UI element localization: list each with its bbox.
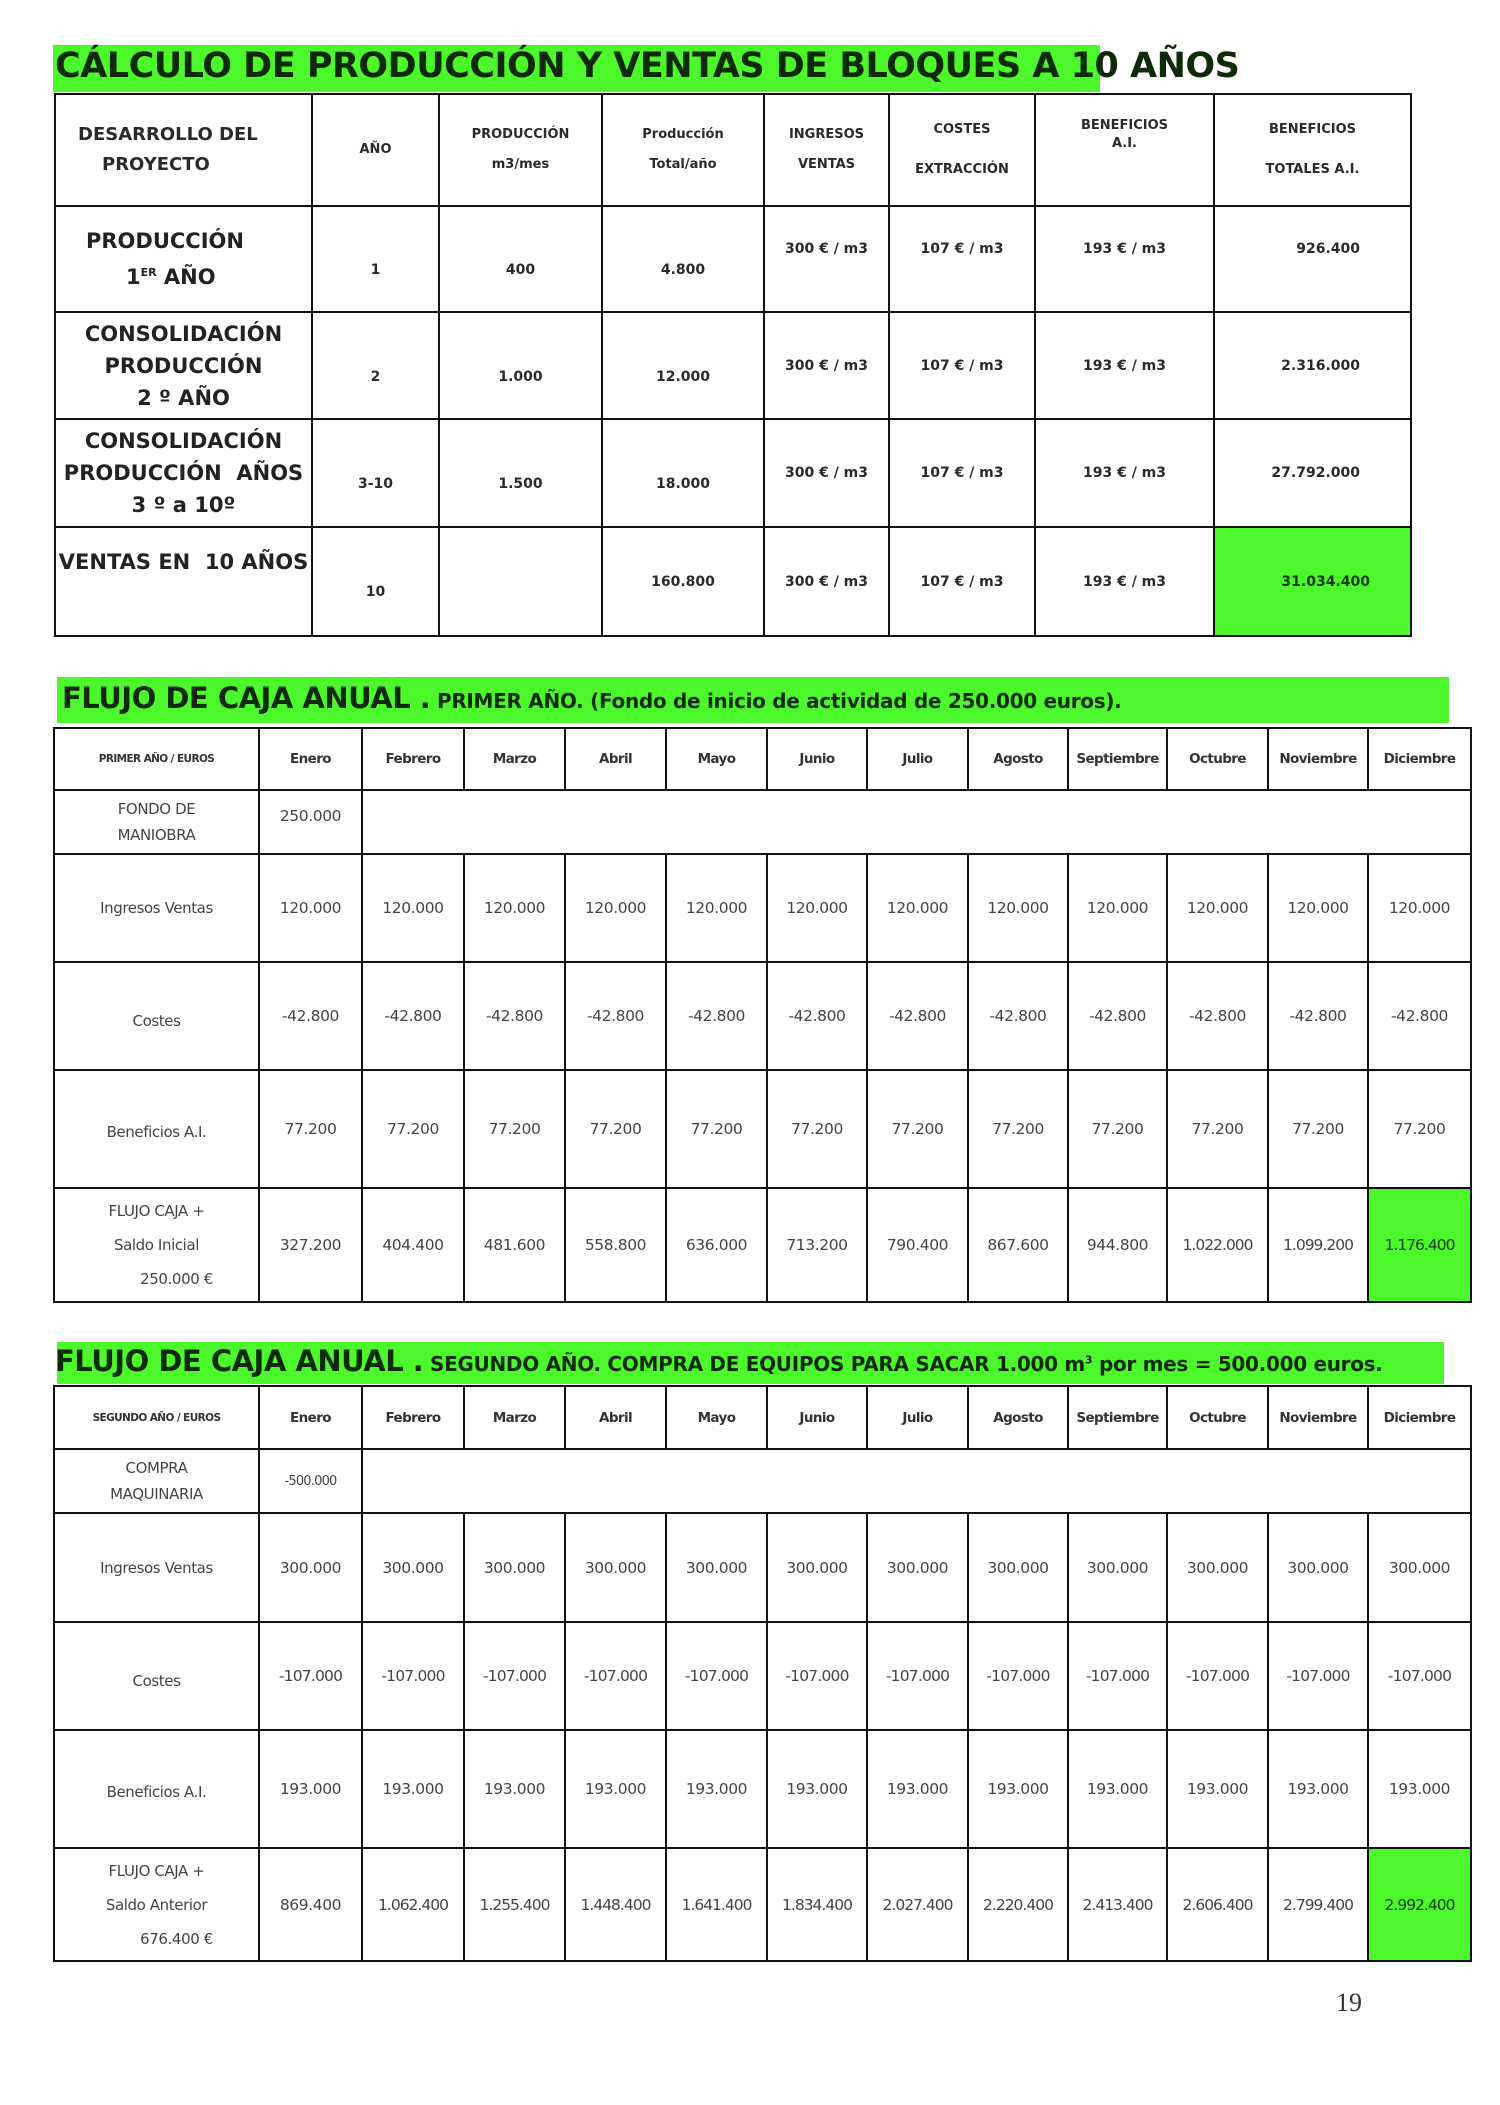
beneficios-label: Beneficios A.I. bbox=[54, 1730, 259, 1848]
flujo-value-cell: 636.000 bbox=[666, 1188, 767, 1302]
flujo-value-cell: 2.992.400 bbox=[1368, 1848, 1471, 1961]
header-beneficios-line2: A.I. bbox=[1111, 136, 1138, 151]
flujo-value-cell: 1.022.000 bbox=[1167, 1188, 1268, 1302]
flujo-label bbox=[54, 1188, 259, 1302]
grand-total-cell bbox=[1214, 527, 1411, 636]
beneficios-value-cell: 193.000 bbox=[1167, 1730, 1268, 1848]
costes-cell: 107 € / m3 bbox=[889, 527, 1035, 636]
ingresos-value-cell: 120.000 bbox=[464, 854, 565, 962]
month-header-octubre: Octubre bbox=[1167, 728, 1268, 790]
month-header-agosto: Agosto bbox=[968, 1386, 1068, 1449]
row-label-ordinal: 1 bbox=[126, 265, 141, 289]
costes-value-cell: -42.800 bbox=[259, 962, 362, 1070]
month-header-diciembre: Diciembre bbox=[1368, 728, 1471, 790]
month-header-julio: Julio bbox=[867, 1386, 968, 1449]
cashflow-year2-title-main: FLUJO DE CAJA ANUAL . bbox=[55, 1344, 424, 1378]
beneficios-value-cell: 193.000 bbox=[259, 1730, 362, 1848]
flujo-value-cell: 1.255.400 bbox=[464, 1848, 565, 1961]
beneficios-value-cell: 77.200 bbox=[1368, 1070, 1471, 1188]
costes-cell: 107 € / m3 bbox=[889, 312, 1035, 419]
header-beneficios bbox=[1035, 94, 1214, 206]
beneficios-value-cell: 77.200 bbox=[362, 1070, 464, 1188]
ingresos-cell: 300 € / m3 bbox=[764, 206, 889, 312]
row-label bbox=[55, 312, 312, 419]
fondo-label-line2: MANIOBRA bbox=[117, 826, 196, 844]
production-row bbox=[55, 419, 1411, 527]
header-beneficios-totales-line1: BENEFICIOS bbox=[1268, 122, 1357, 137]
flujo-value-cell: 1.448.400 bbox=[565, 1848, 666, 1961]
costes-value-cell: -107.000 bbox=[259, 1622, 362, 1730]
month-header-junio: Junio bbox=[767, 1386, 867, 1449]
month-header-febrero: Febrero bbox=[362, 1386, 464, 1449]
fondo-row bbox=[54, 790, 1471, 854]
flujo-row bbox=[54, 1848, 1471, 1961]
header-produccion-mes-line1: PRODUCCIÓN bbox=[471, 127, 570, 142]
produccion-mes-cell: 1.500 bbox=[439, 419, 602, 527]
month-header-enero: Enero bbox=[259, 1386, 362, 1449]
beneficios-value-cell: 77.200 bbox=[767, 1070, 867, 1188]
ingresos-value-cell: 300.000 bbox=[968, 1513, 1068, 1622]
row-label-line3: 3 º a 10º bbox=[131, 493, 236, 517]
cashflow-year1-title bbox=[62, 681, 1121, 715]
ingresos-value-cell: 300.000 bbox=[1368, 1513, 1471, 1622]
flujo-value-cell: 1.062.400 bbox=[362, 1848, 464, 1961]
header-produccion-mes-line2: m3/mes bbox=[491, 157, 550, 172]
anio-cell: 10 bbox=[312, 527, 439, 636]
beneficios-value-cell: 77.200 bbox=[464, 1070, 565, 1188]
cashflow-year1-title-main: FLUJO DE CAJA ANUAL . bbox=[62, 681, 431, 715]
ingresos-value-cell: 120.000 bbox=[1268, 854, 1368, 962]
beneficios-value-cell: 77.200 bbox=[1268, 1070, 1368, 1188]
ingresos-cell: 300 € / m3 bbox=[764, 527, 889, 636]
ingresos-value-cell: 300.000 bbox=[464, 1513, 565, 1622]
beneficios-row bbox=[54, 1730, 1471, 1848]
costes-value-cell: -107.000 bbox=[1167, 1622, 1268, 1730]
ingresos-value-cell: 120.000 bbox=[666, 854, 767, 962]
flujo-value-cell: 1.834.400 bbox=[767, 1848, 867, 1961]
flujo-value-cell: 867.600 bbox=[968, 1188, 1068, 1302]
costes-value-cell: -42.800 bbox=[767, 962, 867, 1070]
costes-value-cell: -107.000 bbox=[1268, 1622, 1368, 1730]
costes-value-cell: -107.000 bbox=[565, 1622, 666, 1730]
ingresos-value-cell: 120.000 bbox=[362, 854, 464, 962]
cashflow-year2-title-sub-tail: por mes = 500.000 euros. bbox=[1092, 1352, 1383, 1376]
ingresos-value-cell: 300.000 bbox=[867, 1513, 968, 1622]
produccion-mes-cell: 1.000 bbox=[439, 312, 602, 419]
flujo-label-line1: FLUJO CAJA + bbox=[108, 1202, 205, 1220]
beneficios-value-cell: 77.200 bbox=[259, 1070, 362, 1188]
ingresos-value-cell: 300.000 bbox=[666, 1513, 767, 1622]
flujo-label-line2: Saldo Anterior bbox=[105, 1895, 208, 1914]
flujo-label bbox=[54, 1848, 259, 1961]
flujo-label-line3: 250.000 € bbox=[140, 1270, 213, 1288]
month-header-julio: Julio bbox=[867, 728, 968, 790]
anio-cell: 2 bbox=[312, 312, 439, 419]
month-header-septiembre: Septiembre bbox=[1068, 728, 1167, 790]
costes-value-cell: -42.800 bbox=[1368, 962, 1471, 1070]
produccion-total-cell: 12.000 bbox=[602, 312, 764, 419]
beneficios-cell: 193 € / m3 bbox=[1035, 527, 1214, 636]
cashflow-year2-title-sub bbox=[423, 1352, 1382, 1376]
fondo-value: 250.000 bbox=[259, 790, 362, 854]
cashflow-year2-title bbox=[55, 1344, 1383, 1378]
header-beneficios-totales bbox=[1214, 94, 1411, 206]
header-ingresos-line2: VENTAS bbox=[797, 157, 856, 172]
flujo-value-cell: 1.176.400 bbox=[1368, 1188, 1471, 1302]
flujo-value-cell: 944.800 bbox=[1068, 1188, 1167, 1302]
month-header-noviembre: Noviembre bbox=[1268, 1386, 1368, 1449]
flujo-label-line2: Saldo Inicial bbox=[113, 1236, 200, 1254]
costes-cell: 107 € / m3 bbox=[889, 206, 1035, 312]
ingresos-value-cell: 120.000 bbox=[767, 854, 867, 962]
costes-value-cell: -107.000 bbox=[1068, 1622, 1167, 1730]
costes-value-cell: -42.800 bbox=[867, 962, 968, 1070]
ingresos-cell: 300 € / m3 bbox=[764, 419, 889, 527]
costes-row bbox=[54, 962, 1471, 1070]
beneficios-label: Beneficios A.I. bbox=[54, 1070, 259, 1188]
row-label bbox=[55, 206, 312, 312]
costes-value-cell: -107.000 bbox=[968, 1622, 1068, 1730]
flujo-value-cell: 2.606.400 bbox=[1167, 1848, 1268, 1961]
compra-label bbox=[54, 1449, 259, 1513]
cashflow-year2-table bbox=[53, 1385, 1472, 1962]
costes-value-cell: -42.800 bbox=[1268, 962, 1368, 1070]
row-label-line1: CONSOLIDACIÓN bbox=[84, 321, 283, 346]
fondo-label-line1: FONDO DE bbox=[117, 800, 196, 818]
header-costes-line1: COSTES bbox=[933, 122, 991, 137]
header-produccion-total bbox=[602, 94, 764, 206]
flujo-value-cell: 790.400 bbox=[867, 1188, 968, 1302]
month-header-marzo: Marzo bbox=[464, 1386, 565, 1449]
costes-value-cell: -107.000 bbox=[867, 1622, 968, 1730]
ingresos-value-cell: 300.000 bbox=[565, 1513, 666, 1622]
costes-value-cell: -42.800 bbox=[362, 962, 464, 1070]
month-header-noviembre: Noviembre bbox=[1268, 728, 1368, 790]
header-desarrollo bbox=[55, 94, 312, 206]
beneficios-value-cell: 193.000 bbox=[362, 1730, 464, 1848]
month-header-marzo: Marzo bbox=[464, 728, 565, 790]
produccion-total-cell: 18.000 bbox=[602, 419, 764, 527]
flujo-value-cell: 713.200 bbox=[767, 1188, 867, 1302]
ingresos-cell: 300 € / m3 bbox=[764, 312, 889, 419]
beneficios-value-cell: 193.000 bbox=[867, 1730, 968, 1848]
beneficios-cell: 193 € / m3 bbox=[1035, 312, 1214, 419]
header-ingresos bbox=[764, 94, 889, 206]
cashflow-year1-title-sub: PRIMER AÑO. (Fondo de inicio de actividad de 250.000 euros). bbox=[430, 689, 1122, 713]
header-beneficios-line1: BENEFICIOS bbox=[1080, 118, 1169, 133]
cashflow-year1-table bbox=[53, 727, 1472, 1303]
ingresos-value-cell: 120.000 bbox=[259, 854, 362, 962]
beneficios-value-cell: 77.200 bbox=[867, 1070, 968, 1188]
header-produccion-total-line2: Total/año bbox=[649, 157, 717, 172]
produccion-mes-cell: 400 bbox=[439, 206, 602, 312]
row-label-line2: PRODUCCIÓN bbox=[104, 353, 263, 378]
produccion-total-cell: 4.800 bbox=[602, 206, 764, 312]
ingresos-label: Ingresos Ventas bbox=[54, 1513, 259, 1622]
month-header-enero: Enero bbox=[259, 728, 362, 790]
costes-value-cell: -42.800 bbox=[565, 962, 666, 1070]
production-row bbox=[55, 312, 1411, 419]
month-header-octubre: Octubre bbox=[1167, 1386, 1268, 1449]
header-costes-line2: EXTRACCIÓN bbox=[915, 162, 1009, 177]
beneficios-value-cell: 193.000 bbox=[666, 1730, 767, 1848]
cashflow-year2-title-superscript: 3 bbox=[1084, 1353, 1093, 1367]
compra-label-line1: COMPRA bbox=[125, 1459, 188, 1477]
row-label-superscript: ER bbox=[140, 266, 157, 279]
flujo-label-line1: FLUJO CAJA + bbox=[108, 1861, 205, 1880]
row-label-line1: CONSOLIDACIÓN bbox=[84, 429, 283, 453]
ingresos-value-cell: 300.000 bbox=[259, 1513, 362, 1622]
beneficios-value-cell: 77.200 bbox=[565, 1070, 666, 1188]
costes-value-cell: -42.800 bbox=[968, 962, 1068, 1070]
costes-value-cell: -42.800 bbox=[1167, 962, 1268, 1070]
produccion-total-cell: 160.800 bbox=[602, 527, 764, 636]
row-label-year: AÑO bbox=[156, 265, 216, 289]
beneficios-value-cell: 193.000 bbox=[1268, 1730, 1368, 1848]
costes-value-cell: -42.800 bbox=[464, 962, 565, 1070]
flujo-value-cell: 869.400 bbox=[259, 1848, 362, 1961]
production-row-total bbox=[55, 527, 1411, 636]
beneficios-value-cell: 193.000 bbox=[767, 1730, 867, 1848]
cashflow-year2-header-row bbox=[54, 1386, 1471, 1449]
beneficios-value-cell: 77.200 bbox=[1068, 1070, 1167, 1188]
ingresos-value-cell: 120.000 bbox=[1068, 854, 1167, 962]
ingresos-value-cell: 120.000 bbox=[565, 854, 666, 962]
total-cell: 926.400 bbox=[1214, 206, 1411, 312]
production-title: CÁLCULO DE PRODUCCIÓN Y VENTAS DE BLOQUES A 10 AÑOS bbox=[55, 46, 1240, 86]
flujo-value-cell: 327.200 bbox=[259, 1188, 362, 1302]
header-produccion-mes bbox=[439, 94, 602, 206]
corner-label: PRIMER AÑO / EUROS bbox=[54, 728, 259, 790]
beneficios-value-cell: 193.000 bbox=[968, 1730, 1068, 1848]
flujo-value-cell: 2.799.400 bbox=[1268, 1848, 1368, 1961]
flujo-value-cell: 2.220.400 bbox=[968, 1848, 1068, 1961]
flujo-value-cell: 404.400 bbox=[362, 1188, 464, 1302]
beneficios-value-cell: 77.200 bbox=[968, 1070, 1068, 1188]
anio-cell: 1 bbox=[312, 206, 439, 312]
ingresos-value-cell: 300.000 bbox=[1167, 1513, 1268, 1622]
total-cell: 27.792.000 bbox=[1214, 419, 1411, 527]
cashflow-year2-title-sub-text: SEGUNDO AÑO. COMPRA DE EQUIPOS PARA SACAR 1.000 m bbox=[423, 1352, 1085, 1376]
production-table bbox=[54, 93, 1412, 637]
costes-value-cell: -107.000 bbox=[362, 1622, 464, 1730]
row-label bbox=[55, 419, 312, 527]
flujo-value-cell: 2.413.400 bbox=[1068, 1848, 1167, 1961]
beneficios-value-cell: 193.000 bbox=[565, 1730, 666, 1848]
row-label: VENTAS EN 10 AÑOS bbox=[55, 527, 312, 636]
ingresos-value-cell: 120.000 bbox=[1167, 854, 1268, 962]
cashflow-year1-header-row bbox=[54, 728, 1471, 790]
costes-cell: 107 € / m3 bbox=[889, 419, 1035, 527]
header-anio: AÑO bbox=[312, 94, 439, 206]
beneficios-cell: 193 € / m3 bbox=[1035, 419, 1214, 527]
costes-value-cell: -107.000 bbox=[666, 1622, 767, 1730]
ingresos-value-cell: 120.000 bbox=[1368, 854, 1471, 962]
flujo-label-line3: 676.400 € bbox=[140, 1929, 213, 1948]
beneficios-value-cell: 193.000 bbox=[1368, 1730, 1471, 1848]
flujo-value-cell: 481.600 bbox=[464, 1188, 565, 1302]
ingresos-value-cell: 120.000 bbox=[867, 854, 968, 962]
costes-value-cell: -107.000 bbox=[464, 1622, 565, 1730]
flujo-value-cell: 2.027.400 bbox=[867, 1848, 968, 1961]
flujo-value-cell: 558.800 bbox=[565, 1188, 666, 1302]
costes-value-cell: -107.000 bbox=[1368, 1622, 1471, 1730]
costes-value-cell: -107.000 bbox=[767, 1622, 867, 1730]
month-header-abril: Abril bbox=[565, 728, 666, 790]
beneficios-value-cell: 193.000 bbox=[1068, 1730, 1167, 1848]
ingresos-value-cell: 300.000 bbox=[1068, 1513, 1167, 1622]
produccion-mes-cell bbox=[439, 527, 602, 636]
compra-value: -500.000 bbox=[259, 1449, 362, 1513]
beneficios-value-cell: 193.000 bbox=[464, 1730, 565, 1848]
beneficios-row bbox=[54, 1070, 1471, 1188]
flujo-row bbox=[54, 1188, 1471, 1302]
production-header-row bbox=[55, 94, 1411, 206]
header-desarrollo-line2: PROYECTO bbox=[102, 154, 210, 175]
ingresos-value-cell: 300.000 bbox=[362, 1513, 464, 1622]
page-number: 19 bbox=[1336, 1988, 1362, 2017]
month-header-septiembre: Septiembre bbox=[1068, 1386, 1167, 1449]
total-cell: 2.316.000 bbox=[1214, 312, 1411, 419]
fondo-label bbox=[54, 790, 259, 854]
month-header-febrero: Febrero bbox=[362, 728, 464, 790]
anio-cell: 3-10 bbox=[312, 419, 439, 527]
corner-label: SEGUNDO AÑO / EUROS bbox=[54, 1386, 259, 1449]
ingresos-label: Ingresos Ventas bbox=[54, 854, 259, 962]
month-header-diciembre: Diciembre bbox=[1368, 1386, 1471, 1449]
header-costes bbox=[889, 94, 1035, 206]
costes-value-cell: -42.800 bbox=[666, 962, 767, 1070]
month-header-abril: Abril bbox=[565, 1386, 666, 1449]
ingresos-row bbox=[54, 1513, 1471, 1622]
grand-total-value: 31.034.400 bbox=[1281, 573, 1370, 590]
ingresos-value-cell: 300.000 bbox=[767, 1513, 867, 1622]
compra-label-line2: MAQUINARIA bbox=[110, 1485, 203, 1503]
month-header-mayo: Mayo bbox=[666, 728, 767, 790]
header-produccion-total-line1: Producción bbox=[642, 127, 724, 142]
header-beneficios-totales-line2: TOTALES A.I. bbox=[1265, 162, 1360, 177]
row-label-line2: PRODUCCIÓN AÑOS bbox=[63, 461, 304, 485]
beneficios-cell: 193 € / m3 bbox=[1035, 206, 1214, 312]
compra-row bbox=[54, 1449, 1471, 1513]
fondo-empty bbox=[362, 790, 1471, 854]
compra-empty bbox=[362, 1449, 1471, 1513]
ingresos-value-cell: 120.000 bbox=[968, 854, 1068, 962]
costes-label: Costes bbox=[54, 962, 259, 1070]
month-header-junio: Junio bbox=[767, 728, 867, 790]
costes-row bbox=[54, 1622, 1471, 1730]
costes-label: Costes bbox=[54, 1622, 259, 1730]
header-ingresos-line1: INGRESOS bbox=[788, 127, 865, 142]
month-header-agosto: Agosto bbox=[968, 728, 1068, 790]
header-desarrollo-line1: DESARROLLO DEL bbox=[78, 124, 258, 145]
costes-value-cell: -42.800 bbox=[1068, 962, 1167, 1070]
month-header-mayo: Mayo bbox=[666, 1386, 767, 1449]
production-row bbox=[55, 206, 1411, 312]
row-label-line1: PRODUCCIÓN bbox=[86, 229, 244, 253]
ingresos-row bbox=[54, 854, 1471, 962]
flujo-value-cell: 1.641.400 bbox=[666, 1848, 767, 1961]
flujo-value-cell: 1.099.200 bbox=[1268, 1188, 1368, 1302]
beneficios-value-cell: 77.200 bbox=[1167, 1070, 1268, 1188]
row-label-line3: 2 º AÑO bbox=[137, 385, 230, 410]
beneficios-value-cell: 77.200 bbox=[666, 1070, 767, 1188]
ingresos-value-cell: 300.000 bbox=[1268, 1513, 1368, 1622]
